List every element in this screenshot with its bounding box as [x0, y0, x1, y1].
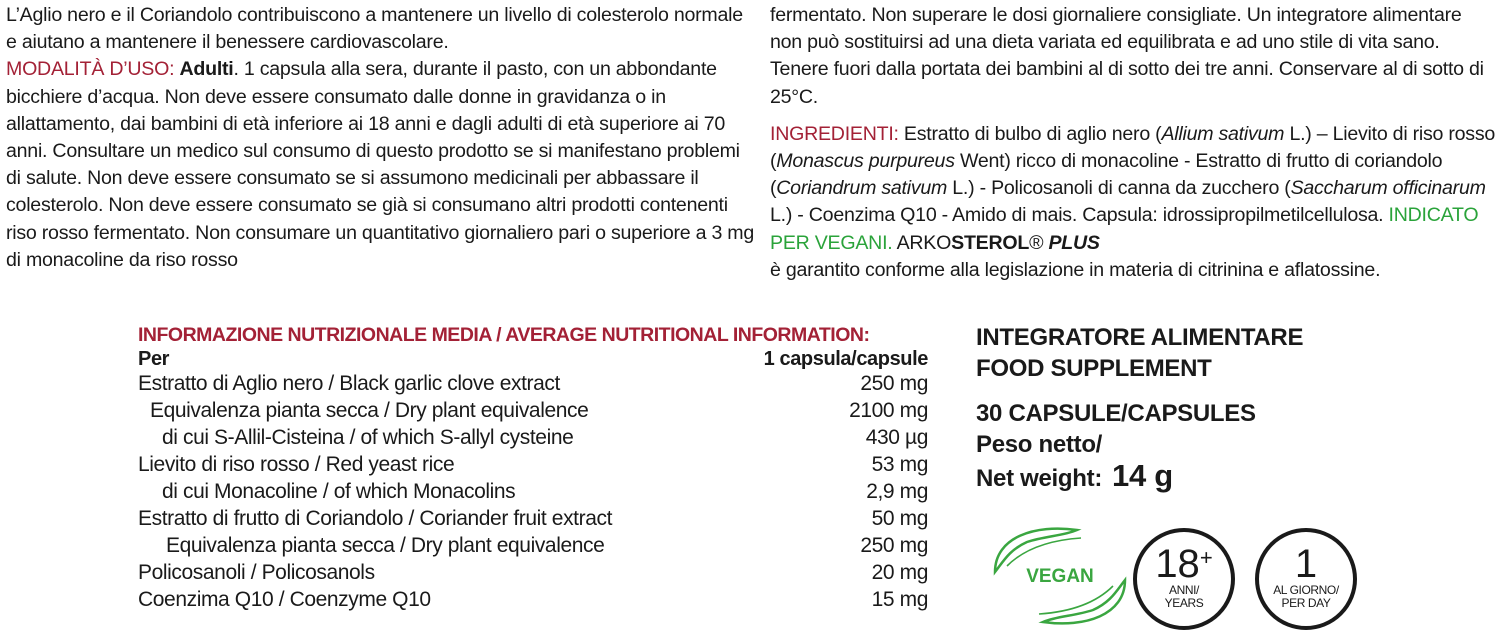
row-value: 50 mg [871, 507, 928, 530]
table-row [138, 478, 928, 505]
usage-text: . 1 capsula alla sera, durante il pasto, con un abbondante bicchiere d’acqua. Non deve essere consumato dalle donne in gravidanza o in allattamento, dai bambini di età inferiore ai 18 anni e dagli adulti di età superiore ai 70 anni. Consultare un medico sul consumo di questo prodotto se si manifestano problemi di salute. Non deve essere consumato se si assumono medicinali per abbassare il colesterolo. Non deve essere consumato se già si consumano altri prodotti contenenti riso rosso fermentato. Non consumare un quantitativo giornaliero pari o superiore a 3 mg di monacoline da riso rosso [6, 58, 755, 271]
ingredients-text-5: L.) - Coenzima Q10 - Amido di mais. Capsula: idrossipropilmetilcellulosa. [770, 204, 1389, 227]
age-badge [1133, 528, 1235, 630]
row-value: 250 mg [860, 534, 928, 557]
row-label: di cui S-Allil-Cisteina / of which S-allyl cysteine [162, 426, 574, 449]
dose-number: 1 [1294, 542, 1318, 586]
species-coriandrum: Coriandrum sativum [776, 177, 948, 200]
ingredients-text-2: L.) – Lievito di riso rosso ( [770, 122, 1496, 173]
vegan-badge [985, 522, 1135, 630]
table-row [138, 397, 928, 424]
ingredients-text-3: Went) ricco di monacoline - Estratto di frutto di coriandolo ( [770, 150, 1443, 200]
usage-colon: : [169, 58, 175, 81]
dose-text-2: PER DAY [1281, 596, 1331, 610]
row-label: Estratto di Aglio nero / Black garlic clove extract [138, 372, 560, 395]
net-weight-label-en: Net weight: [976, 465, 1103, 492]
brand-registered: ® [1029, 231, 1044, 254]
net-weight-label-it: Peso netto/ [976, 431, 1103, 458]
row-label: Equivalenza pianta secca / Dry plant equivalence [150, 399, 589, 422]
capsule-count: 30 CAPSULE/CAPSULES [976, 400, 1256, 427]
warnings-text: fermentato. Non superare le dosi giornaliere consigliate. Un integratore alimentare non può sostituirsi ad una dieta variata ed equilibrata e ad uno stile di vita sano. Tenere fuori dalla portata dei bambini al di sotto dei tre anni. Conservare al di sotto di 25°C. [770, 4, 1484, 108]
brand-plus: PLUS [1048, 231, 1100, 254]
species-allium: Allium sativum [1161, 122, 1285, 145]
row-label: Estratto di frutto di Coriandolo / Coriander fruit extract [138, 507, 613, 530]
badges [985, 522, 1495, 632]
table-row [138, 532, 928, 559]
ingredients-label: INGREDIENTI [770, 122, 894, 145]
row-label: Coenzima Q10 / Coenzyme Q10 [138, 588, 431, 611]
brand-name: STEROL [951, 231, 1030, 254]
row-value: 2,9 mg [866, 480, 928, 503]
intro-text: L’Aglio nero e il Coriandolo contribuiscono a mantenere un livello di colesterolo normale e aiutano a mantenere il benessere cardiovascolare. [6, 4, 743, 54]
table-row [138, 559, 928, 586]
table-row [138, 505, 928, 532]
ingredients-text-1: Estratto di bulbo di aglio nero ( [898, 122, 1162, 145]
package-info [976, 322, 1496, 494]
age-text-1: ANNI/ [1168, 583, 1199, 597]
species-monascus: Monascus purpureus [776, 150, 955, 173]
usage-label: MODALITÀ D’USO [6, 58, 170, 81]
age-plus: + [1199, 545, 1213, 570]
age-text-2: YEARS [1164, 596, 1204, 610]
net-weight-value: 14 g [1112, 458, 1173, 493]
nutrition-table [138, 322, 928, 613]
row-value: 53 mg [871, 453, 928, 476]
supplement-label-en: FOOD SUPPLEMENT [976, 355, 1212, 382]
ingredients-colon: : [893, 122, 899, 145]
table-row [138, 451, 928, 478]
usage-adults: Adulti [179, 58, 234, 81]
row-value: 20 mg [871, 561, 928, 584]
nutrition-header-row [138, 348, 928, 370]
row-value: 250 mg [860, 372, 928, 395]
nutrition-header-value: 1 capsula/capsule [763, 348, 928, 370]
dose-badge [1255, 528, 1357, 630]
age-number [1137, 544, 1231, 584]
row-label: Equivalenza pianta secca / Dry plant equivalence [166, 534, 605, 557]
nutrition-title: INFORMAZIONE NUTRIZIONALE MEDIA / AVERAGE NUTRITIONAL INFORMATION: [138, 324, 870, 346]
row-label: Lievito di riso rosso / Red yeast rice [138, 453, 455, 476]
net-weight [976, 460, 1496, 494]
ingredients-text-4: L.) - Policosanoli di canna da zucchero ( [947, 177, 1291, 200]
vegan-text: VEGAN [1026, 566, 1094, 587]
row-value: 2100 mg [849, 399, 928, 422]
ingredients-end: è garantito conforme alla legislazione in materia di citrinina e aflatossine. [770, 258, 1381, 281]
row-value: 15 mg [871, 588, 928, 611]
supplement-label-it: INTEGRATORE ALIMENTARE [976, 324, 1304, 351]
vegan-leaf-icon [985, 522, 1135, 630]
age-number-value: 18 [1155, 542, 1200, 586]
warnings-ingredients-column [770, 2, 1498, 284]
table-row [138, 370, 928, 397]
species-saccharum: Saccharum officinarum [1290, 177, 1486, 200]
row-value: 430 µg [865, 426, 928, 449]
table-row [138, 586, 928, 613]
usage-column [6, 2, 754, 274]
row-label: di cui Monacoline / of which Monacolins [162, 480, 516, 503]
table-row [138, 424, 928, 451]
dose-text-1: AL GIORNO/ [1273, 583, 1339, 597]
row-label: Policosanoli / Policosanols [138, 561, 375, 584]
ingredients-paragraph [770, 121, 1498, 284]
vegan-note: INDICATO PER VEGANI. [770, 204, 1479, 254]
nutrition-header-label: Per [138, 348, 170, 370]
brand-prefix: ARKO [892, 231, 952, 254]
